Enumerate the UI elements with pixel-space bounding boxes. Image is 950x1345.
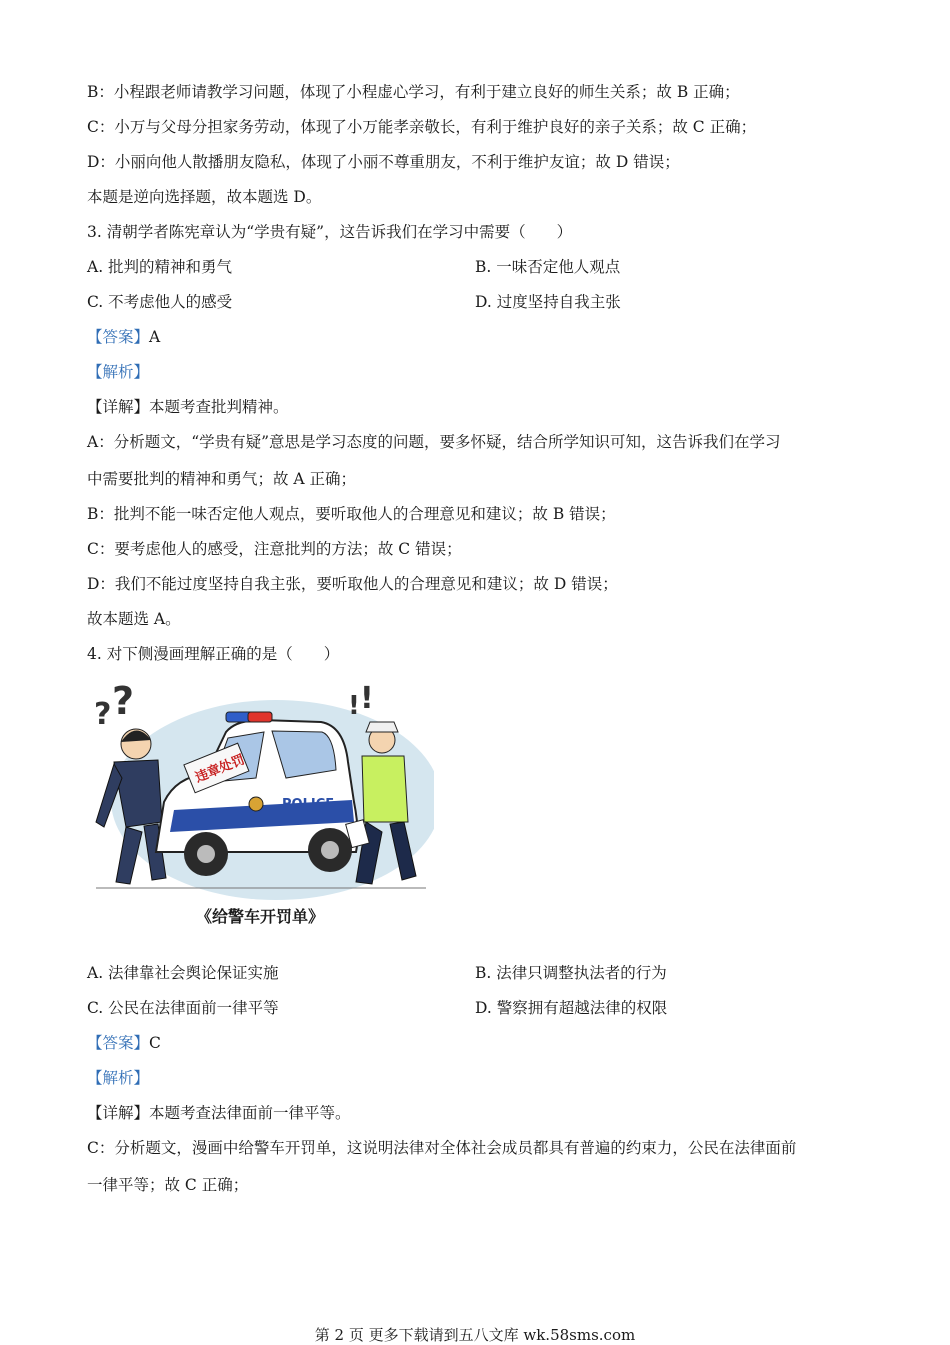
q3-explanation-line: B：批判不能一味否定他人观点，要听取他人的合理意见和建议；故 B 错误；	[87, 505, 616, 523]
q3-option-a: A. 批判的精神和勇气	[87, 258, 233, 276]
q3-option-c: C. 不考虑他人的感受	[87, 293, 233, 311]
q4-detail	[87, 1103, 351, 1123]
question-3-stem: 3. 清朝学者陈宪章认为“学贵有疑”，这告诉我们在学习中需要（ ）	[87, 223, 573, 241]
svg-text:?: ?	[94, 697, 112, 732]
q4-explanation-line: C：分析题文，漫画中给警车开罚单，这说明法律对全体社会成员都具有普遍的约束力，公民在法律面前	[87, 1139, 797, 1157]
q4-option-c: C. 公民在法律面前一律平等	[87, 999, 279, 1017]
q3-detail	[87, 397, 289, 417]
detail-tag: 【详解】	[87, 398, 150, 416]
police-text: POLICE	[282, 797, 335, 812]
question-4-stem: 4. 对下侧漫画理解正确的是（ ）	[87, 645, 340, 663]
q3-explanation-line: D：我们不能过度坚持自我主张，要听取他人的合理意见和建议；故 D 错误；	[87, 575, 618, 593]
q4-option-b: B. 法律只调整执法者的行为	[475, 964, 667, 982]
answer-value: A	[149, 328, 161, 346]
q3-explanation-line: C：要考虑他人的感受，注意批判的方法；故 C 错误；	[87, 540, 462, 558]
explanation-line: D：小丽向他人散播朋友隐私，体现了小丽不尊重朋友，不利于维护友谊；故 D 错误；	[87, 153, 680, 171]
q3-conclusion: 故本题选 A。	[87, 610, 181, 628]
answer-tag: 【答案】	[87, 1034, 150, 1052]
police-car-ticket-cartoon	[86, 682, 434, 900]
q4-option-a: A. 法律靠社会舆论保证实施	[87, 964, 279, 982]
detail-text: 本题考查批判精神。	[149, 398, 289, 416]
answer-value: C	[149, 1034, 161, 1052]
q3-answer	[87, 327, 160, 347]
q4-option-d: D. 警察拥有超越法律的权限	[475, 999, 668, 1017]
conclusion-line: 本题是逆向选择题，故本题选 D。	[87, 188, 322, 206]
cartoon-caption: 《给警车开罚单》	[195, 907, 324, 926]
ticket-sign-text: 违章处罚	[193, 752, 248, 786]
q3-option-b: B. 一味否定他人观点	[475, 258, 621, 276]
detail-text: 本题考查法律面前一律平等。	[149, 1104, 351, 1122]
page-footer: 第 2 页 更多下载请到五八文库 wk.58sms.com	[314, 1326, 636, 1344]
q4-analysis-tag: 【解析】	[87, 1069, 150, 1087]
detail-tag: 【详解】	[87, 1104, 150, 1122]
q4-answer	[87, 1033, 161, 1053]
svg-text:?: ?	[112, 682, 135, 723]
q3-analysis-tag: 【解析】	[87, 363, 150, 381]
q3-explanation-line: 中需要批判的精神和勇气；故 A 正确；	[87, 470, 357, 488]
q3-explanation-line: A：分析题文，“学贵有疑”意思是学习态度的问题，要多怀疑，结合所学知识可知，这告诉我们在学习	[87, 433, 781, 451]
q4-explanation-line: 一律平等；故 C 正确；	[87, 1176, 249, 1194]
answer-tag: 【答案】	[87, 328, 150, 346]
svg-text:!: !	[360, 682, 374, 716]
explanation-line: B：小程跟老师请教学习问题，体现了小程虚心学习，有利于建立良好的师生关系；故 B 正确；	[87, 83, 740, 101]
svg-text:!: !	[348, 691, 360, 721]
explanation-line: C：小万与父母分担家务劳动，体现了小万能孝亲敬长，有利于维护良好的亲子关系；故 C 正确；	[87, 118, 757, 136]
q3-option-d: D. 过度坚持自我主张	[475, 293, 621, 311]
